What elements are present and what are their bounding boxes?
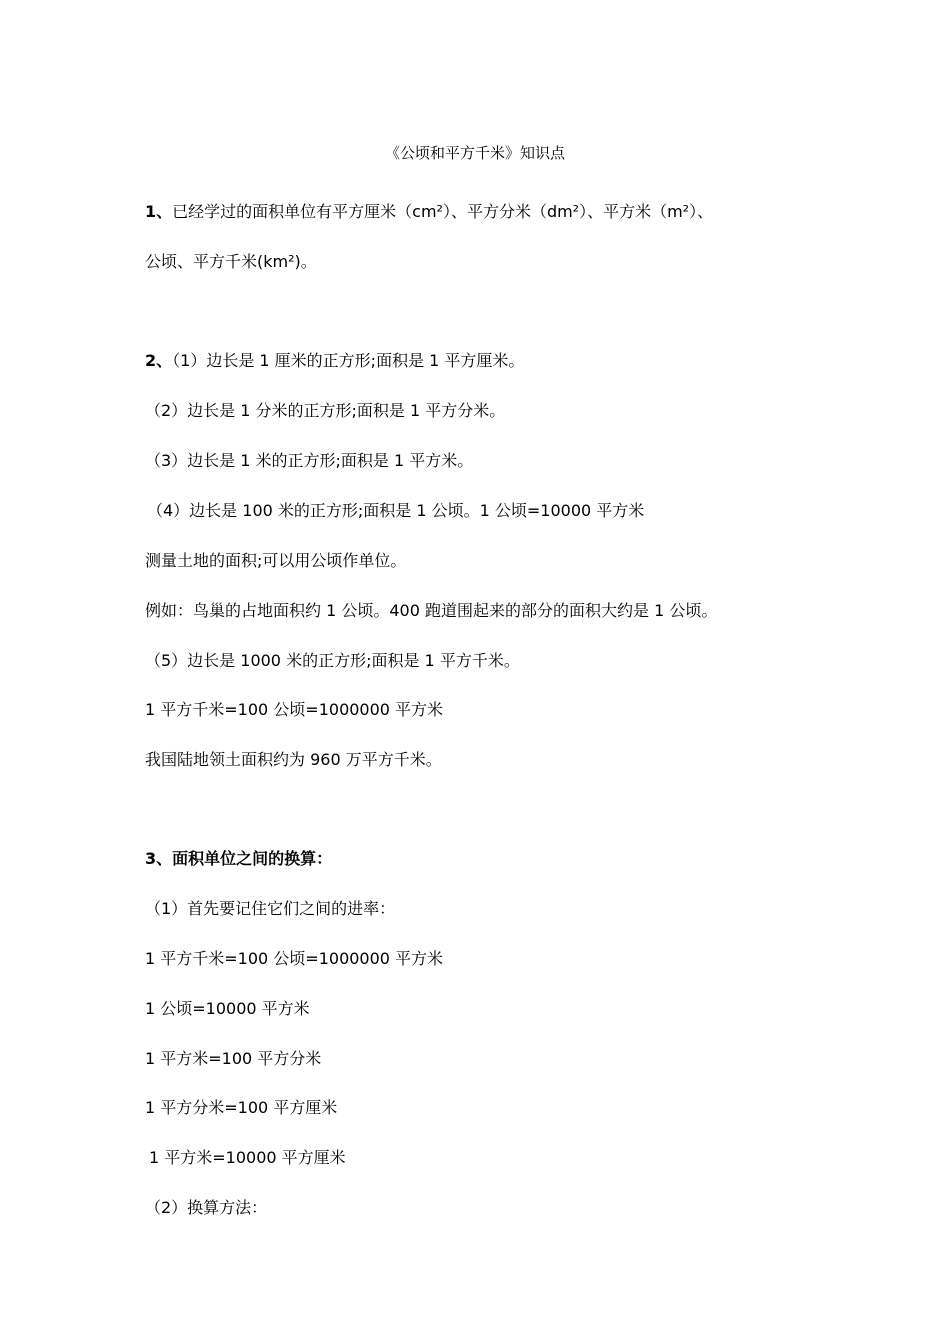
section-1-line-2: 公顷、平方千米(km²)。	[145, 252, 317, 271]
section-1-number: 1、	[145, 202, 173, 221]
section-3-line-6: 1 平方米=10000 平方厘米	[149, 1148, 346, 1167]
section-2-text-1: （1）边长是 1 厘米的正方形;面积是 1 平方厘米。	[172, 351, 525, 370]
section-3-line-4: 1 平方米=100 平方分米	[145, 1049, 322, 1068]
section-2-line-5: 测量土地的面积;可以用公顷作单位。	[145, 551, 407, 570]
section-2-line-2: （2）边长是 1 分米的正方形;面积是 1 平方分米。	[145, 401, 506, 420]
section-2-line-8: 1 平方千米=100 公顷=1000000 平方米	[145, 700, 444, 719]
section-2-line-6: 例如：鸟巢的占地面积约 1 公顷。400 跑道围起来的部分的面积大约是 1 公顷。	[145, 601, 718, 620]
section-2-line-9: 我国陆地领土面积约为 960 万平方千米。	[145, 750, 442, 769]
section-1-line-1	[145, 201, 713, 223]
section-2-line-3: （3）边长是 1 米的正方形;面积是 1 平方米。	[145, 451, 474, 470]
section-3-line-3: 1 公顷=10000 平方米	[145, 999, 310, 1018]
section-2-line-1	[145, 350, 524, 372]
section-2-line-7: （5）边长是 1000 米的正方形;面积是 1 平方千米。	[145, 651, 520, 670]
section-3-line-1: （1）首先要记住它们之间的进率：	[145, 899, 396, 918]
section-3-line-2: 1 平方千米=100 公顷=1000000 平方米	[145, 949, 444, 968]
document-title: 《公顷和平方千米》知识点	[384, 144, 565, 162]
section-3-heading: 3、面积单位之间的换算：	[145, 849, 333, 868]
section-3-line-7: （2）换算方法：	[145, 1198, 268, 1217]
section-1-text-1: 已经学过的面积单位有平方厘米（cm²）、平方分米（dm²）、平方米（m²）、	[172, 202, 714, 221]
section-3-line-5: 1 平方分米=100 平方厘米	[145, 1098, 338, 1117]
section-2-number: 2、	[145, 351, 173, 370]
section-2-line-4: （4）边长是 100 米的正方形;面积是 1 公顷。1 公顷=10000 平方米	[147, 501, 645, 520]
